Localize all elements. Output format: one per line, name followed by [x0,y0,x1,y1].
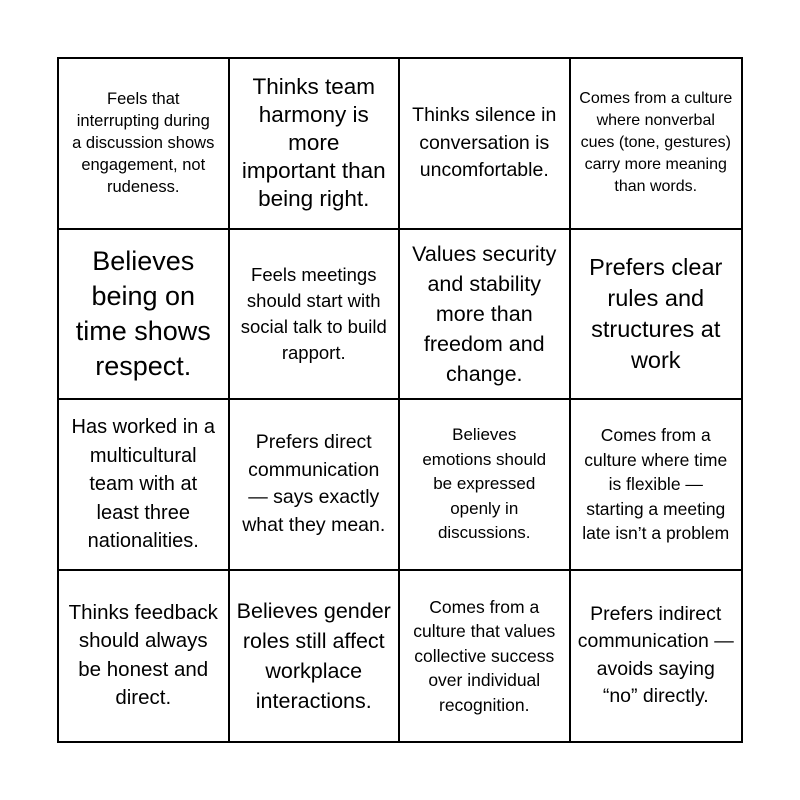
bingo-cell-text: Believes emotions should be expressed openly in discussions. [422,425,547,542]
bingo-cell-text: Prefers indirect communication — avoids saying “no” directly. [577,602,734,708]
bingo-cell-1[interactable] [59,59,230,230]
bingo-board [57,57,743,743]
bingo-cell-5[interactable] [59,230,230,401]
bingo-cell-10[interactable] [230,400,401,571]
bingo-cell-text: Has worked in a multicultural team with at least three nationalities. [71,416,215,552]
bingo-cell-4[interactable] [571,59,742,230]
bingo-cell-16[interactable] [571,571,742,742]
bingo-cell-3[interactable] [400,59,571,230]
bingo-cell-12[interactable] [571,400,742,571]
bingo-cell-2[interactable] [230,59,401,230]
bingo-cell-text: Prefers direct communication — says exactly what they mean. [242,431,386,536]
bingo-cell-15[interactable] [400,571,571,742]
bingo-cell-text: Values security and stability more than freedom and change. [412,241,557,386]
bingo-cell-text: Believes being on time shows respect. [75,245,211,381]
bingo-cell-text: Feels that interrupting during a discussion shows engagement, not rudeness. [72,90,215,197]
bingo-cell-text: Prefers clear rules and structures at work [589,253,723,373]
bingo-cell-13[interactable] [59,571,230,742]
bingo-cell-text: Comes from a culture that values collective success over individual recognition. [413,596,556,715]
bingo-cell-14[interactable] [230,571,401,742]
bingo-cell-9[interactable] [59,400,230,571]
bingo-cell-6[interactable] [230,230,401,401]
bingo-cell-8[interactable] [571,230,742,401]
bingo-cell-11[interactable] [400,400,571,571]
bingo-cell-text: Believes gender roles still affect workplace interactions. [236,598,391,713]
bingo-cell-text: Comes from a culture where nonverbal cues (tone, gestures) carry more meaning than words. [579,90,733,196]
bingo-cell-text: Thinks feedback should always be honest and direct. [68,600,218,710]
bingo-cell-text: Thinks team harmony is more important than being right. [241,74,386,212]
bingo-cell-text: Feels meetings should start with social talk to build rapport. [240,263,387,363]
bingo-cell-text: Thinks silence in conversation is uncomfortable. [412,104,557,181]
bingo-cell-text: Comes from a culture where time is flexible — starting a meeting late isn’t a problem [582,425,730,543]
bingo-cell-7[interactable] [400,230,571,401]
